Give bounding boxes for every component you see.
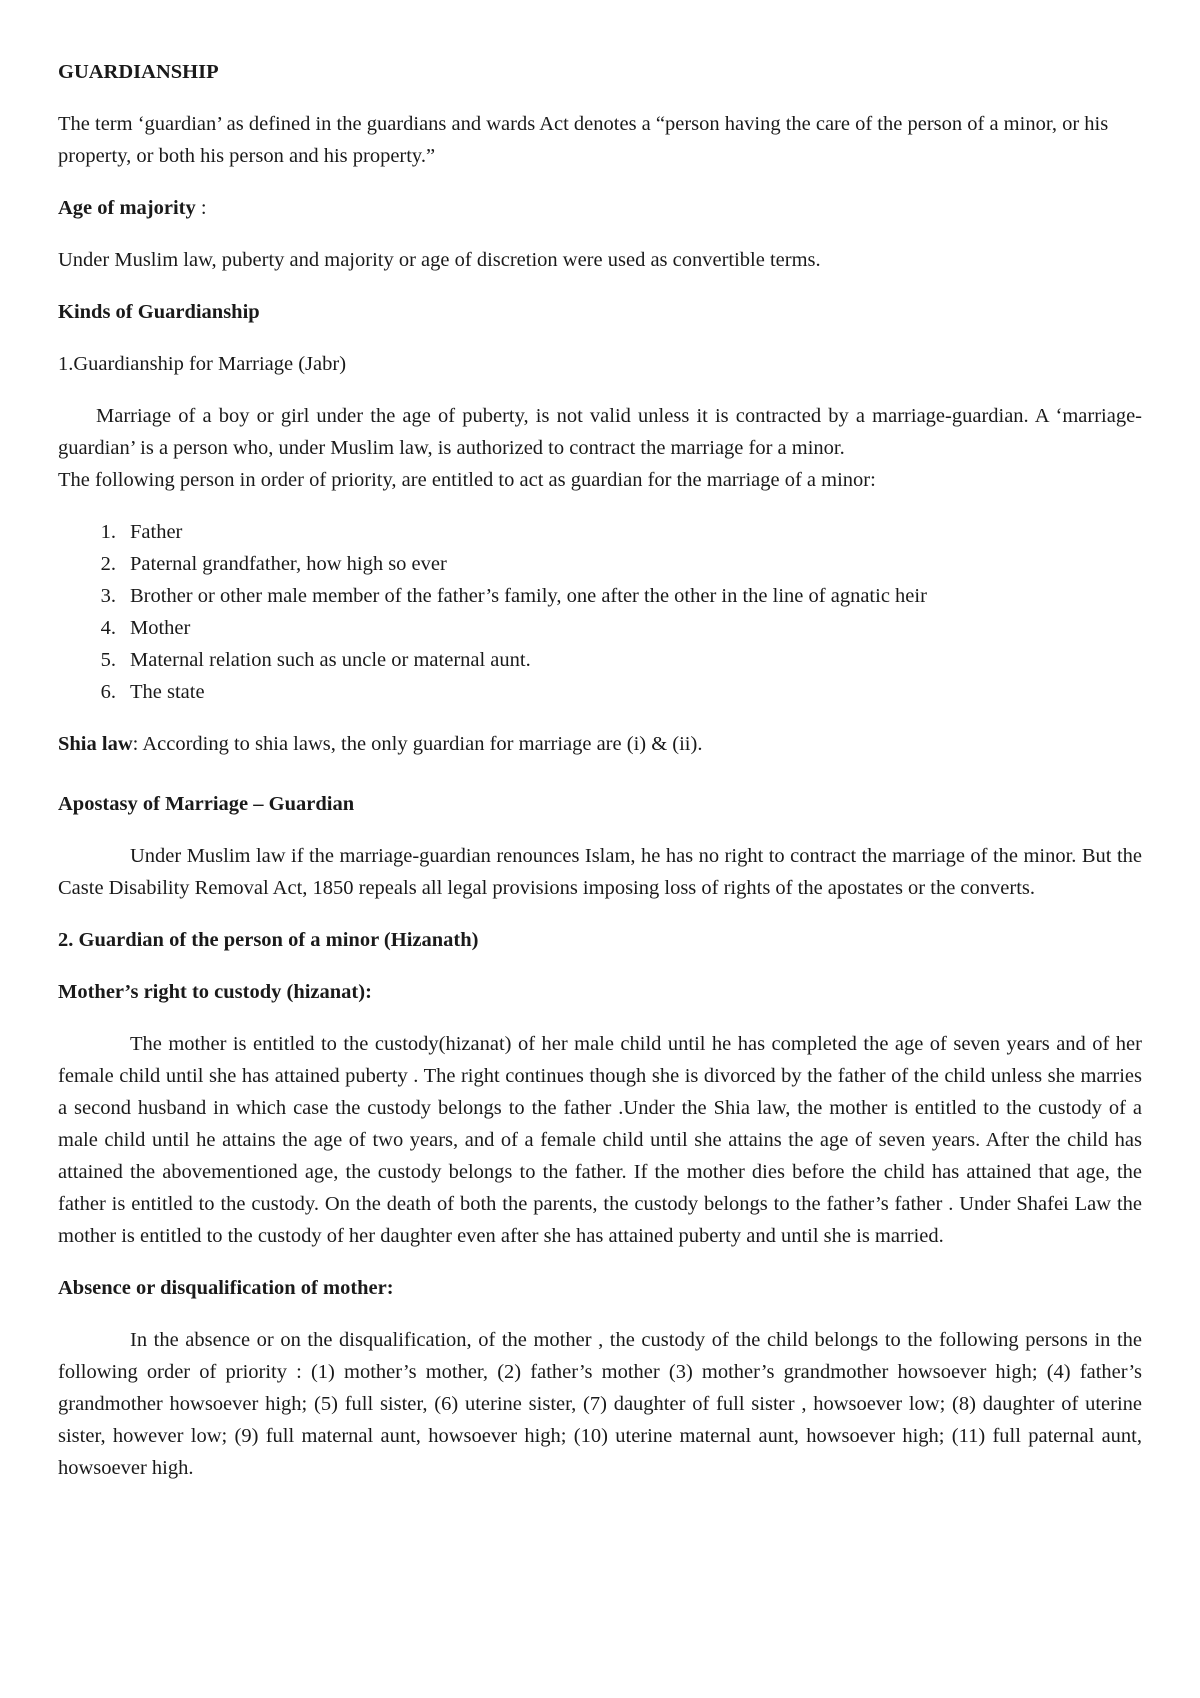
guardian-priority-list [58,516,1142,708]
absence-paragraph: In the absence or on the disqualification, of the mother , the custody of the child belongs to the following persons in the following order of priority : (1) mother’s mother, (2) father’s mother (3) mother’s grandmother howsoever high; (4) father’s grandmother howsoever high; (5) full sister, (6) uterine sister, (7) daughter of full sister , howsoever low; (8) daughter of uterine sister, however low; (9) full maternal aunt, howsoever high; (10) uterine maternal aunt, howsoever high; (11) full paternal aunt, howsoever high. [58,1329,1142,1479]
list-item-number: 4. [100,617,116,639]
list-item-text: Maternal relation such as uncle or maternal aunt. [130,649,531,671]
list-item-text: Paternal grandfather, how high so ever [130,553,447,575]
shia-law-text: : According to shia laws, the only guardian for marriage are (i) & (ii). [132,733,703,755]
list-item [58,644,1142,676]
apostasy-paragraph: Under Muslim law if the marriage-guardian renounces Islam, he has no right to contract the marriage of the minor. But the Caste Disability Removal Act, 1850 repeals all legal provisions imposing loss of rights of the apostates or the converts. [58,845,1142,899]
list-item-number: 5. [100,649,116,671]
list-item-text: The state [130,681,205,703]
list-item-number: 6. [100,681,116,703]
mother-custody-heading: Mother’s right to custody (hizanat): [58,981,372,1003]
hizanath-heading: 2. Guardian of the person of a minor (Hizanath) [58,929,479,951]
intro-paragraph: The term ‘guardian’ as defined in the guardians and wards Act denotes a “person having the care of the person of a minor, or his property, or both his person and his property.” [58,113,1109,167]
shia-law-note [58,728,1142,760]
document-title: GUARDIANSHIP [58,61,219,83]
age-of-majority-text: Under Muslim law, puberty and majority or age of discretion were used as convertible terms. [58,249,821,271]
list-item-number: 3. [100,585,116,607]
list-item [58,516,1142,548]
list-item [58,580,1142,612]
apostasy-heading: Apostasy of Marriage – Guardian [58,793,355,815]
list-item-text: Father [130,521,183,543]
list-item-number: 2. [100,553,116,575]
age-heading-label: Age of majority [58,197,196,219]
age-heading-suffix: : [195,197,207,219]
absence-heading: Absence or disqualification of mother: [58,1277,394,1299]
list-item-text: Mother [130,617,191,639]
jabr-list-intro: The following person in order of priority, are entitled to act as guardian for the marriage of a minor: [58,469,876,491]
jabr-heading: 1.Guardianship for Marriage (Jabr) [58,353,347,375]
list-item [58,612,1142,644]
jabr-paragraph: Marriage of a boy or girl under the age of puberty, is not valid unless it is contracted by a marriage-guardian. A ‘marriage-guardian’ is a person who, under Muslim law, is authorized to contract the marriage for a minor. [58,405,1142,459]
list-item-number: 1. [100,521,116,543]
list-item [58,676,1142,708]
list-item [58,548,1142,580]
list-item-text: Brother or other male member of the father’s family, one after the other in the line of agnatic heir [130,585,927,607]
age-of-majority-heading [58,192,1142,224]
spacer [58,780,1142,788]
shia-law-label: Shia law [58,733,133,755]
kinds-heading: Kinds of Guardianship [58,301,260,323]
mother-custody-paragraph: The mother is entitled to the custody(hizanat) of her male child until he has completed the age of seven years and of her female child until she has attained puberty . The right continues though she is divorced by the father of the child unless she marries a second husband in which case the custody belongs to the father .Under the Shia law, the mother is entitled to the custody of a male child until he attains the age of two years, and of a female child until she attains the age of seven years. After the child has attained the abovementioned age, the custody belongs to the father. If the mother dies before the child has attained that age, the father is entitled to the custody. On the death of both the parents, the custody belongs to the father’s father . Under Shafei Law the mother is entitled to the custody of her daughter even after she has attained puberty and until she is married. [58,1033,1142,1247]
